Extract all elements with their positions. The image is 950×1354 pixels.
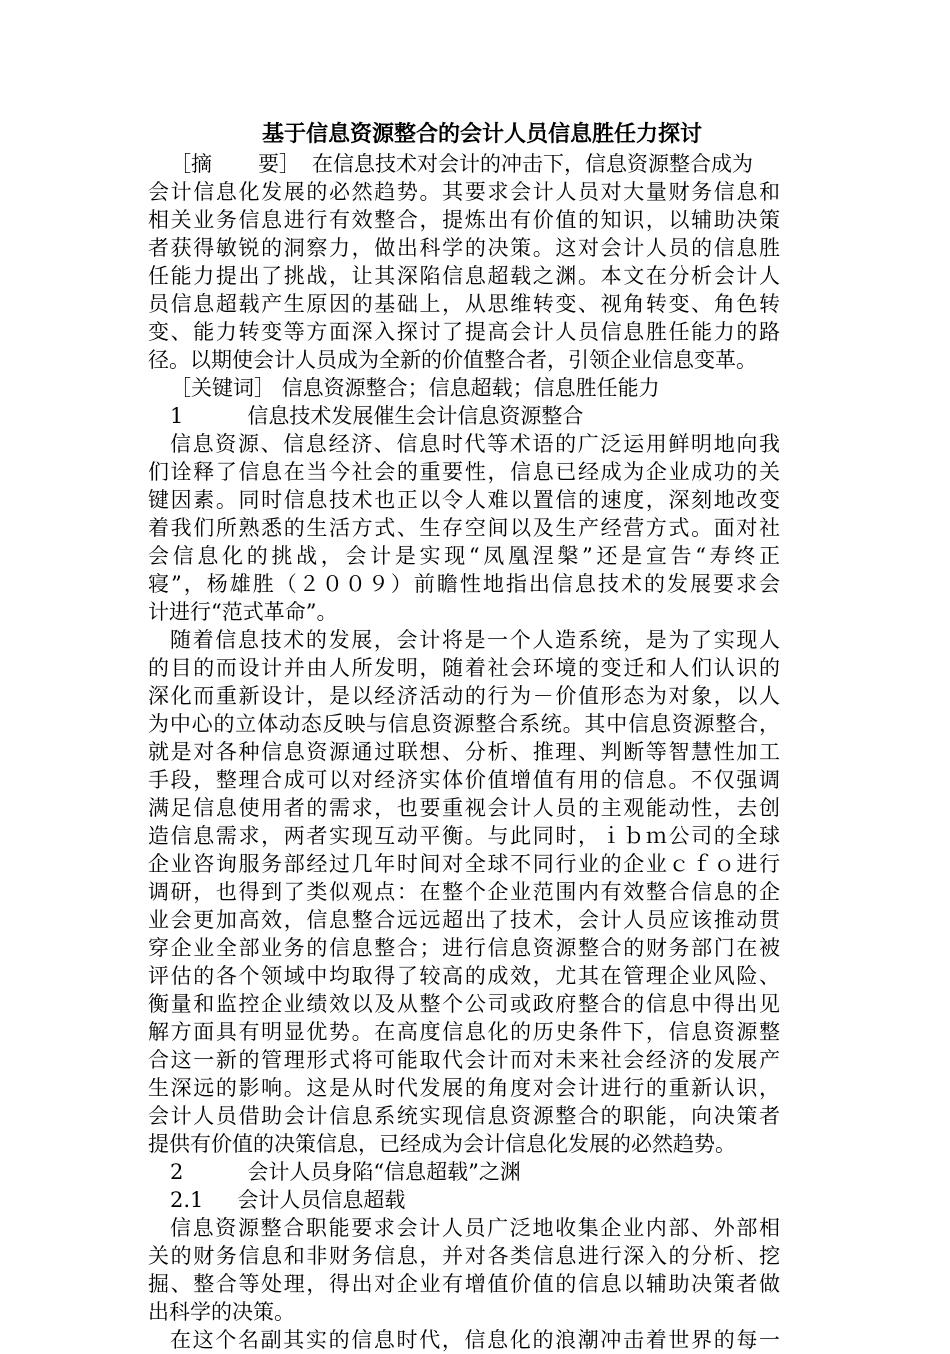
text-line: 手段，整理合成可以对经济实体价值增值有用的信息。不仅强调 [148,768,780,792]
text-line: 调研，也得到了类似观点：在整个企业范围内有效整合信息的企 [148,880,780,904]
section-title: 会计人员身陷“信息超载”之渊 [247,1160,521,1184]
abstract-line [170,150,753,178]
text-line: 们诠释了信息在当今社会的重要性，信息已经成为企业成功的关 [148,460,780,484]
page-title: 基于信息资源整合的会计人员信息胜任力探讨 [262,121,703,147]
text-line: 为中心的立体动态反映与信息资源整合系统。其中信息资源整合， [148,712,780,736]
text-line: 提供有价值的决策信息，已经成为会计信息化发展的必然趋势。 [148,1132,736,1156]
text-line: 寝”，杨雄胜（２００９）前瞻性地指出信息技术的发展要求会 [148,572,780,596]
text-line: 的目的而设计并由人所发明，随着社会环境的变迁和人们认识的 [148,656,780,680]
text-line: 者获得敏锐的洞察力，做出科学的决策。这对会计人员的信息胜 [148,236,780,260]
section-heading [170,1158,521,1186]
text-line: 关的财务信息和非财务信息，并对各类信息进行深入的分析、挖 [148,1244,780,1268]
text-line: 业会更加高效，信息整合远远超出了技术，会计人员应该推动贯 [148,908,780,932]
abstract-text: 在信息技术对会计的冲击下，信息资源整合成为 [312,152,753,176]
keywords-line: ［关键词］ 信息资源整合；信息超载；信息胜任能力 [170,376,660,400]
text-line: 满足信息使用者的需求，也要重视会计人员的主观能动性，去创 [148,796,780,820]
text-line: 会计信息化发展的必然趋势。其要求会计人员对大量财务信息和 [148,180,780,204]
text-line: 深化而重新设计，是以经济活动的行为－价值形态为对象，以人 [148,684,780,708]
text-line: 着我们所熟悉的生活方式、生存空间以及生产经营方式。面对社 [148,516,780,540]
text-line: 解方面具有明显优势。在高度信息化的历史条件下，信息资源整 [148,1020,780,1044]
text-line: 任能力提出了挑战，让其深陷信息超载之渊。本文在分析会计人 [148,264,780,288]
text-line: 就是对各种信息资源通过联想、分析、推理、判断等智慧性加工 [148,740,780,764]
text-line: 生深远的影响。这是从时代发展的角度对会计进行的重新认识， [148,1076,780,1100]
abstract-label-open: ［摘 [170,152,212,176]
text-line: 信息资源、信息经济、信息时代等术语的广泛运用鲜明地向我 [170,432,780,456]
text-line: 相关业务信息进行有效整合，提炼出有价值的知识，以辅助决策 [148,208,780,232]
text-line: 企业咨询服务部经过几年时间对全球不同行业的企业ｃｆｏ进行 [148,852,780,876]
text-line: 掘、整合等处理，得出对企业有增值价值的信息以辅助决策者做 [148,1272,780,1296]
subsection-number: 2.1 [170,1188,204,1212]
text-line: 衡量和监控企业绩效以及从整个公司或政府整合的信息中得出见 [148,992,780,1016]
section-title: 信息技术发展催生会计信息资源整合 [247,404,584,428]
text-line: 会计人员借助会计信息系统实现信息资源整合的职能，向决策者 [148,1104,780,1128]
text-line: 信息资源整合职能要求会计人员广泛地收集企业内部、外部相 [170,1216,780,1240]
section-number: 2 [170,1160,184,1184]
text-line: 在这个名副其实的信息时代，信息化的浪潮冲击着世界的每一 [170,1328,780,1352]
text-line: 键因素。同时信息技术也正以令人难以置信的速度，深刻地改变 [148,488,780,512]
text-line: 员信息超载产生原因的基础上，从思维转变、视角转变、角色转 [148,292,780,316]
section-heading [170,402,583,430]
text-line: 出科学的决策。 [148,1300,295,1324]
text-line: 合这一新的管理形式将可能取代会计而对未来社会经济的发展产 [148,1048,780,1072]
abstract-label-close: 要］ [258,152,300,176]
subsection-heading [170,1186,405,1214]
text-line: 评估的各个领域中均取得了较高的成效，尤其在管理企业风险、 [148,964,780,988]
text-line: 径。以期使会计人员成为全新的价值整合者，引领企业信息变革。 [148,348,757,372]
text-line: 随着信息技术的发展，会计将是一个人造系统，是为了实现人 [170,628,780,652]
section-number: 1 [170,404,184,428]
subsection-title: 会计人员信息超载 [237,1188,406,1212]
text-line: 穿企业全部业务的信息整合；进行信息资源整合的财务部门在被 [148,936,780,960]
text-line: 变、能力转变等方面深入探讨了提高会计人员信息胜任能力的路 [148,320,780,344]
text-line: 计进行“范式革命”。 [148,600,338,624]
text-line: 会信息化的挑战，会计是实现“凤凰涅槃”还是宣告“寿终正 [148,544,780,568]
text-line: 造信息需求，两者实现互动平衡。与此同时，ｉｂｍ公司的全球 [148,824,780,848]
